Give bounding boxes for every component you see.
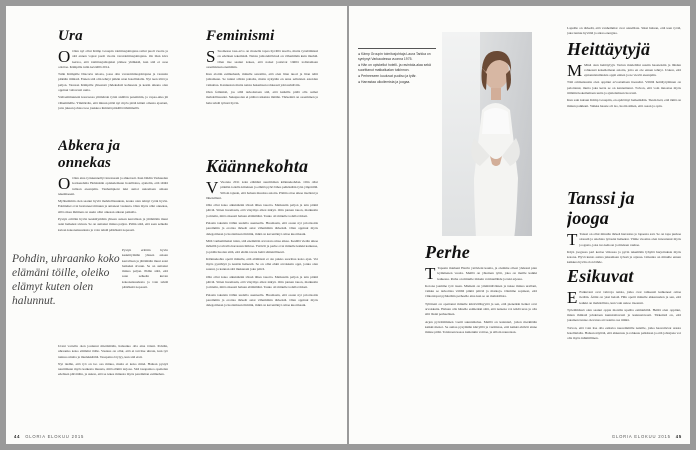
caption-item: ● Perheeseen kuuluvat puoliso ja tytär. [358, 73, 417, 78]
paragraph: Palasin takaisin töihin uudella asenteella. Huomasin, että osaan nyt priorisoida paremmin ja erottaa tärkeät asiat vähemmän tärkeistä. Olen oppinut myös delegoimaan ja luottamaan tiimiini, mikä on keventänyt omaa kuormaani. [206, 292, 318, 308]
paragraph: Käyn joogassa pari kertaa viikossa ja pyrin tekemään lyhyitä harjoituksia myös kotona. Hyvä kunto auttaa jaksamaan työssä ja arjessa. Liikunta on minulle ennen kaikkea hyvän olon lähde. [567, 249, 681, 265]
paragraph: Arjen pyörittäminen vaatii suunnittelua. Meillä on kalenteri, johon merkitään kaikki menot. Se auttaa pysymään kärryillä ja varmistaa, että kaikki ehtivät sinne minne pitää. Toisinaan kaaos kuitenkin voittaa, ja silloin nauretaan. [425, 319, 537, 335]
caption-item: ● Kämp Groupin toimitusjohtaja Laura Tarkka on syntynyt Varkaudessa vuonna 1975. [358, 51, 431, 61]
pull-quote: Pohdin, uhraanko koko elämäni töille, oleiko elämyt kuten olen halunnut. [12, 253, 120, 307]
column-tanssi [567, 186, 681, 266]
paragraph: Toivon, että voin itse olla esikuva nuoremmille naisille, jotka haaveilevat urasta hotellialalla. Haluan näyttää, että ahkeruus ja rohkeus palkitaan ja että johtajana voi olla myös inhimillinen. [567, 325, 681, 341]
heading-kaannekohta: Käännekohta [206, 156, 309, 176]
caption-item: ● Harrastaa ulkoilemista ja joogaa. [358, 80, 411, 85]
paragraph: Vahvemmuuteni kasvaessa ymmärsin työni sisällön paremmin, ja vapaa-aika jäi vähemmälle. Ymmärrän, että minun pitää nyt myös pitää kiinni omasta ajastani, jotta jaksan johtaa isoa joukkoa ihmisiä pitkällä tähtäimellä. [58, 95, 168, 110]
paragraph: O Olen aina työskennellyt innoissani ja ahkerasti. Kun lähdin Varkauden kotiseudulta Helsinkiin opiskelemaan hotellialaa, ajattelin, että täältä tullaan eteenpäin. Vanhempieni tuki auttoi uskomaan omaan tekemiseeni. [58, 174, 168, 196]
column-abkera-cont [122, 248, 168, 348]
column-perhe [425, 240, 537, 420]
paragraph: Palasin takaisin töihin uudella asenteella. Huomasin, että osaan nyt priorisoida paremmin ja erottaa tärkeät asiat vähemmän tärkeistä. Olen oppinut myös delegoimaan ja luottamaan tiimiini, mikä on keventänyt omaa kuormaani. [206, 221, 318, 236]
paragraph: Olin ollut koko aikuisikäni töissä lähes tauotta. Matkustin paljon ja tein pitkiä päiviä. Sitten huomasin, että väsymys alkoi näkyä. Otin pienen tauon, matkustin ja mietin, mitä oikeasti haluan elämältäni. Tauko oli minulle todella tärkeä. [206, 203, 318, 218]
paragraph: Tulin Kämpille Diacoria talosta, jossa olin varatoimitusjohtajana ja vastasin pitkään tiimistä. Ennen sitä olin tehnyt pitkän uran hotellialalla. Nyt teen töitä ja paljon. Vastaan Kämpille yhteensä yhdeksästä kohteesta ja kesän aikana olen oppinut valtavasti uutta. [58, 72, 168, 93]
page-number-left: 44 [14, 434, 21, 439]
woman-figure [460, 38, 530, 236]
paragraph: T Tanssi on ollut minulle tärkeä harrastus jo lapsesta asti. Se on tapa purkaa stressiä ja unohtaa työasiat hetkeksi. Viime vuosina olen innostunut myös joogasta, joka tuo kehoon ja mieleen rauhaa. [567, 230, 681, 249]
heading-ura: Ura [58, 28, 83, 44]
paragraph: E Esikuvani ovat vahvoja naisia, jotka ovat rohkeasti kulkeneet omaa tietään. Äitini on yksi heistä. Hän opetti minulle ahkeruuden ja sen, että kaikki on mahdollista, kun vain uskoo itseensä. [567, 288, 681, 307]
magazine-issue-right: GLORIA ELOKUU 2015 [611, 434, 671, 439]
paragraph: Pystyn erittäin hyvin keskittymään yhteen asiaan kerrallaan ja jättämään muut asiat hetkeksi sivuun. Se on auttanut minua paljon. Pidän siitä, että saan selkeän kuvan kokonaisuudesta ja voin tehdä päätöksiä nopeasti. [58, 217, 168, 232]
column-kaannekohta [206, 154, 318, 424]
paragraph: Mitä vanhemmaksi tulen, sitä enemmän arvostan omaa aikaa. Kesällä vietän aikaa mökillä ja talvella harrastan hiihtoa. Ystävät ja perhe ovat minulle kaikki kaikessa, ja pidän huolen siitä, että ehdin tavata heitä säännöllisesti. [206, 238, 318, 254]
fact-caption [358, 48, 436, 86]
heading-tanssi: Tanssi ja jooga [567, 188, 635, 228]
heading-esikuvat: Esikuvat [567, 266, 634, 286]
paragraph: Nyt tiedän, että työ on iso osa minua, mutta ei koko minä. Haluan pystyä nauttimaan myös kaikesta muusta, mitä elämä tarjoaa. Sitä tasapainoa opettelen edelleen päivittäin, ja uskon, että se tekee minusta myös paremman esimiehen. [58, 361, 168, 377]
caption-item: ● Hän on opiskellut hotelli- ja ravintola-alaa sekä suorittanut matkailualan tutkinnon. [358, 62, 431, 72]
paragraph: Kun aloitin esimiehenä, minulle sanottiin, että olen liian nuori ja liian nätti johtamaan. Se tuntui silloin pahalta, mutta nykyään en anna sellaisten asioiden vaikuttaa. Kannustan muita naisia hakemaan rohkeasti johtotehtäviin. [206, 72, 318, 87]
right-footer [612, 434, 682, 439]
column-heittaytyja [567, 26, 681, 196]
paragraph: M Minä olen heittäytyjä. Tartun mielelläni uusiin haasteisiin ja lähden rohkeasti kokeilemaan asioita, joita en ole ennen tehnyt. Uskon, että epäonnistumisista oppii eniten ja ne vievät eteenpäin. [567, 60, 681, 80]
paragraph: Pystyn erittäin hyvin keskittymään yhteen asiaan kerrallaan ja jättämään muut asiat hetkeksi sivuun. Se on auttanut minua paljon. Pidän siitä, että saan selkeän kuvan kokonaisuudesta ja voin tehdä päätöksiä nopeasti. [122, 248, 168, 290]
paragraph: T Tapasin mieheni Harrin ystävieni kautta, ja olemme olleet yhdessä pian kymmenen vuotta. Meillä on yhteinen tytär, joka on meille kaikki kaikessa. Perhe on minulle tärkein voimanlähde ja tuki arjessa. [425, 264, 537, 283]
column-esikuvat [567, 264, 681, 424]
heading-feminismi: Feminismi [206, 28, 275, 44]
paragraph: Tätä ominaisuutta olen oppinut arvostamaan itsessäni. Välillä heittäytyminen on pelottanut, mutta joka kerta se on kannattanut. Toivon, että voin innostaa myös tiimiäni kokeilemaan uutta ja ajattelemaan luovasti. [567, 80, 681, 96]
column-feminismi [206, 26, 318, 156]
caption-rule [358, 48, 436, 49]
paragraph: Kun sain kutsun Kämp Groupiin, en epäröinyt hetkeäkään. Tiesin heti, että tämä on minun paikkani. Vaikka haaste oli iso, luotin siihen, että osaan ja opin. [567, 98, 681, 108]
paragraph: Lapsille on tärkeää, että vanhemmat ovat onnellisia. Siksi haluan, että teen työtä, joka tuntuu hyvältä ja antaa energiaa. [567, 26, 681, 36]
left-footer [14, 434, 84, 439]
heading-abkera: Abkera ja onnekas [58, 138, 121, 171]
paragraph: Käännekohta opetti minulle, että elämässä ei ole pakko suorittaa koko ajan. Voi myös pysähtyä ja nauttia hetkestä. Se on ollut ehkä arvokkain oppi, jonka olen saanut, ja kannan sitä mukanani joka päivä. [206, 256, 318, 272]
paragraph: V Vuonna 2011 koin elämäni suurimman käännekohdan. Olin ollut pitkään todella kiireinen ja elämä pyöri lähes pelkästään työn ympärillä. Silloin tajusin, että haluan muuttaa asioita. Päätin ottaa aikaa itselleni ja läheisilleni. [206, 178, 318, 200]
paragraph: S Suomessa tasa-arvo on monella tapaa hyvällä tasolla, mutta työelämässä on edelleen tekemistä. Naisia johtotehtävissä on vähemmän kuin miehiä. Olen itse saanut kokea, että naiset joutuvat välillä todistamaan osaamistaan enemmän. [206, 47, 318, 69]
portrait-photo [442, 32, 532, 236]
column-abkera-bottom [58, 344, 168, 434]
heading-perhe: Perhe [425, 242, 470, 262]
right-page [349, 6, 690, 444]
paragraph: Myöhemmin olen saanut hyviä mahdollisuuksia, koska olen tehnyt työni hyvin. Esimiehet ovat luottaneet minuun ja antaneet vastuuta. Olen myös ollut onnekas, sillä oikea ihminen on usein ollut oikeaan aikaan paikalla. [58, 199, 168, 214]
column-ura [58, 26, 168, 144]
paragraph: Työelämässä olen saanut oppia monilta upeilta esimiehiltä. Heiltä olen oppinut, miten ihmisiä johdetaan kunnioittavasti ja kannustavasti. Tärkeintä on, että jokainen tuntee olevansa arvostettu osa tiimiä. [567, 307, 681, 323]
column-abkera [58, 136, 168, 246]
paragraph: Kotona jaamme työt tasan. Mieheni on ymmärtäväinen ja tukee minua urallani, vaikka se tarkoittaa välillä pitkiä päiviä ja matkoja. Olemme sopineet, että viikonloput pyhitetään perheelle aina kun se on mahdollista. [425, 283, 537, 299]
paragraph: Olin ollut koko aikuisikäni töissä lähes tauotta. Matkustin paljon ja tein pitkiä päiviä. Sitten huomasin, että väsymys alkoi näkyä. Otin pienen tauon, matkustin ja mietin, mitä oikeasti haluan elämältäni. Tauko oli minulle todella tärkeä. [206, 274, 318, 290]
paragraph: Urani varrella olen joutunut miettimään, haluanko olla aina töissä. Pohdin, uhraanko koko elämäni töille. Vastaus on ollut, että ei tarvitse uhrata, kun työ tuntuu omalta ja mielekkäältä. Tasapaino löytyy, kun sitä etsii. [58, 344, 168, 359]
page-number-right: 45 [675, 434, 682, 439]
heading-heittaytyja: Heittäytyjä [567, 38, 651, 59]
paragraph: O Olen nyt ollut Kämp Groupin toimitusjohtajana reilut puoli vuotta ja sitä ennen vajaat puoli vuotta varatoimitusjohtajana. On ihan kiva kertoa, että toimitusjohtajaksi pääsee yhtäkkiä, kun sitä ei osaa odottaa. Kämpille tulin keväällä 2014. [58, 47, 168, 69]
magazine-issue-left: GLORIA ELOKUU 2015 [25, 434, 85, 439]
paragraph: Tyttäreni on opettanut minulle kärsivällisyyttä ja sen, että pienetkin hetket ovat arvokkaita. Haluan olla hänelle esimerkki siitä, että naisena voi tehdä uraa ja olla silti läsnä perheelleen. [425, 301, 537, 317]
left-page [6, 6, 347, 444]
paragraph: Olen feministi, jos sillä tarkoitetaan sitä, että kaikilla pitää olla samat mahdollisuudet. Sukupuolen ei pitäisi ratkaista mitään. Tärkeintä on osaaminen ja halu tehdä työnsä hyvin. [206, 90, 318, 105]
